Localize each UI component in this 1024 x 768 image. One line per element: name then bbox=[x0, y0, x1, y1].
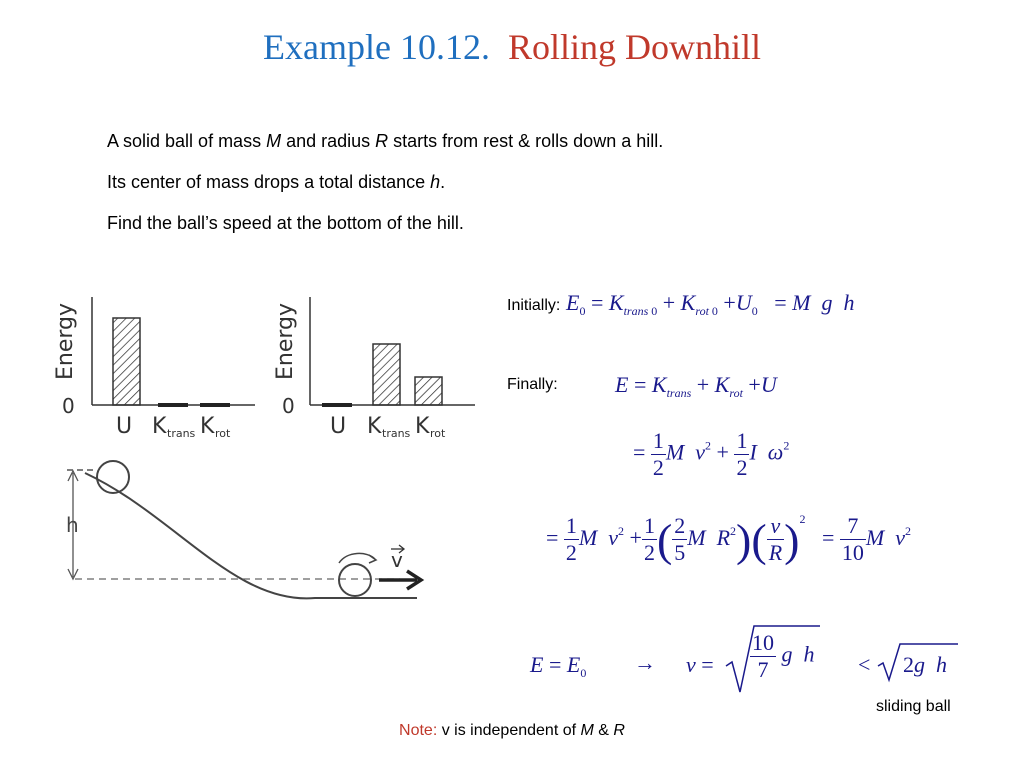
graph2-bar-Krot bbox=[415, 377, 442, 405]
graph1-label-rot: rot bbox=[215, 427, 231, 440]
problem-line-1: A solid ball of mass M and radius R starts from rest & rolls down a hill. bbox=[107, 131, 664, 151]
equation-energy-conservation: $E = E_0$ bbox=[530, 652, 587, 680]
graph1-ylabel: Energy bbox=[53, 302, 78, 380]
graph1-bar-U bbox=[113, 318, 140, 405]
graph2-bar-U bbox=[322, 403, 352, 407]
graph1-label-U: U bbox=[116, 414, 133, 439]
velocity-label: v bbox=[391, 548, 403, 572]
slide-title bbox=[0, 26, 1024, 68]
graph2-label-U: U bbox=[330, 414, 347, 439]
sliding-radicand: 2g h bbox=[903, 652, 947, 677]
graph2-label-rot: rot bbox=[430, 427, 446, 440]
graph1-zero: 0 bbox=[62, 394, 75, 418]
graph2-label-trans: trans bbox=[382, 427, 411, 440]
equation-velocity: v = bbox=[686, 652, 714, 677]
note-prefix: Note: bbox=[399, 722, 438, 739]
problem-line-3: Find the ball’s speed at the bottom of the hill. bbox=[107, 213, 464, 233]
graph1-bar-Krot bbox=[200, 403, 230, 407]
problem-line-2: Its center of mass drops a total distance h. bbox=[107, 172, 446, 192]
height-label: h bbox=[66, 513, 79, 537]
arrow-implies: → bbox=[634, 650, 656, 675]
initially-label: Initially: bbox=[507, 297, 561, 314]
graph1-label-K1: K bbox=[152, 414, 167, 439]
ball-bottom bbox=[339, 564, 371, 596]
graph2-label-K2: K bbox=[415, 414, 430, 439]
velocity-radicand: $\frac{10}{7}$ g h bbox=[752, 630, 815, 682]
equation-final-energy: $E = K_{trans} + K_{rot} +U$ bbox=[615, 372, 777, 400]
hill-diagram bbox=[55, 455, 435, 615]
equation-initial-energy: $E_0 = K_{trans}$ $_0 + K_{rot}$ $_0 +U_0 = M$ g h bbox=[566, 290, 855, 318]
graph2-ylabel: Energy bbox=[273, 302, 298, 380]
graph2-bar-Ktrans bbox=[373, 344, 400, 405]
example-name: Rolling Downhill bbox=[507, 27, 761, 67]
energy-graph-initial bbox=[53, 297, 255, 440]
graph1-label-trans: trans bbox=[167, 427, 196, 440]
equation-substitution: = $\frac{1}{2}$ M $v^2$ + $\frac{1}{2}$ ( $\frac{2}{5}$ M $R^2$)( $\frac{v}{R}$ )$^2$ = $\frac{7}{10}$ M $v^2$ bbox=[546, 512, 911, 566]
energy-graph-final bbox=[273, 297, 475, 440]
graph1-label-K2: K bbox=[200, 414, 215, 439]
graph2-label-K1: K bbox=[367, 414, 382, 439]
graph2-zero: 0 bbox=[282, 394, 295, 418]
note-line: Note: v is independent of M & R bbox=[399, 722, 625, 739]
less-than-sign: < bbox=[858, 652, 871, 677]
finally-label: Finally: bbox=[507, 376, 558, 393]
example-number: Example 10.12. bbox=[263, 27, 490, 67]
sliding-ball-label: sliding ball bbox=[876, 698, 951, 715]
graph1-bar-Ktrans bbox=[158, 403, 188, 407]
energy-bar-graphs bbox=[40, 285, 480, 445]
equation-kinetic-sum: = $\frac{1}{2}$ M $v^2$ + $\frac{1}{2}$ I $\omega^2$ bbox=[633, 428, 790, 480]
